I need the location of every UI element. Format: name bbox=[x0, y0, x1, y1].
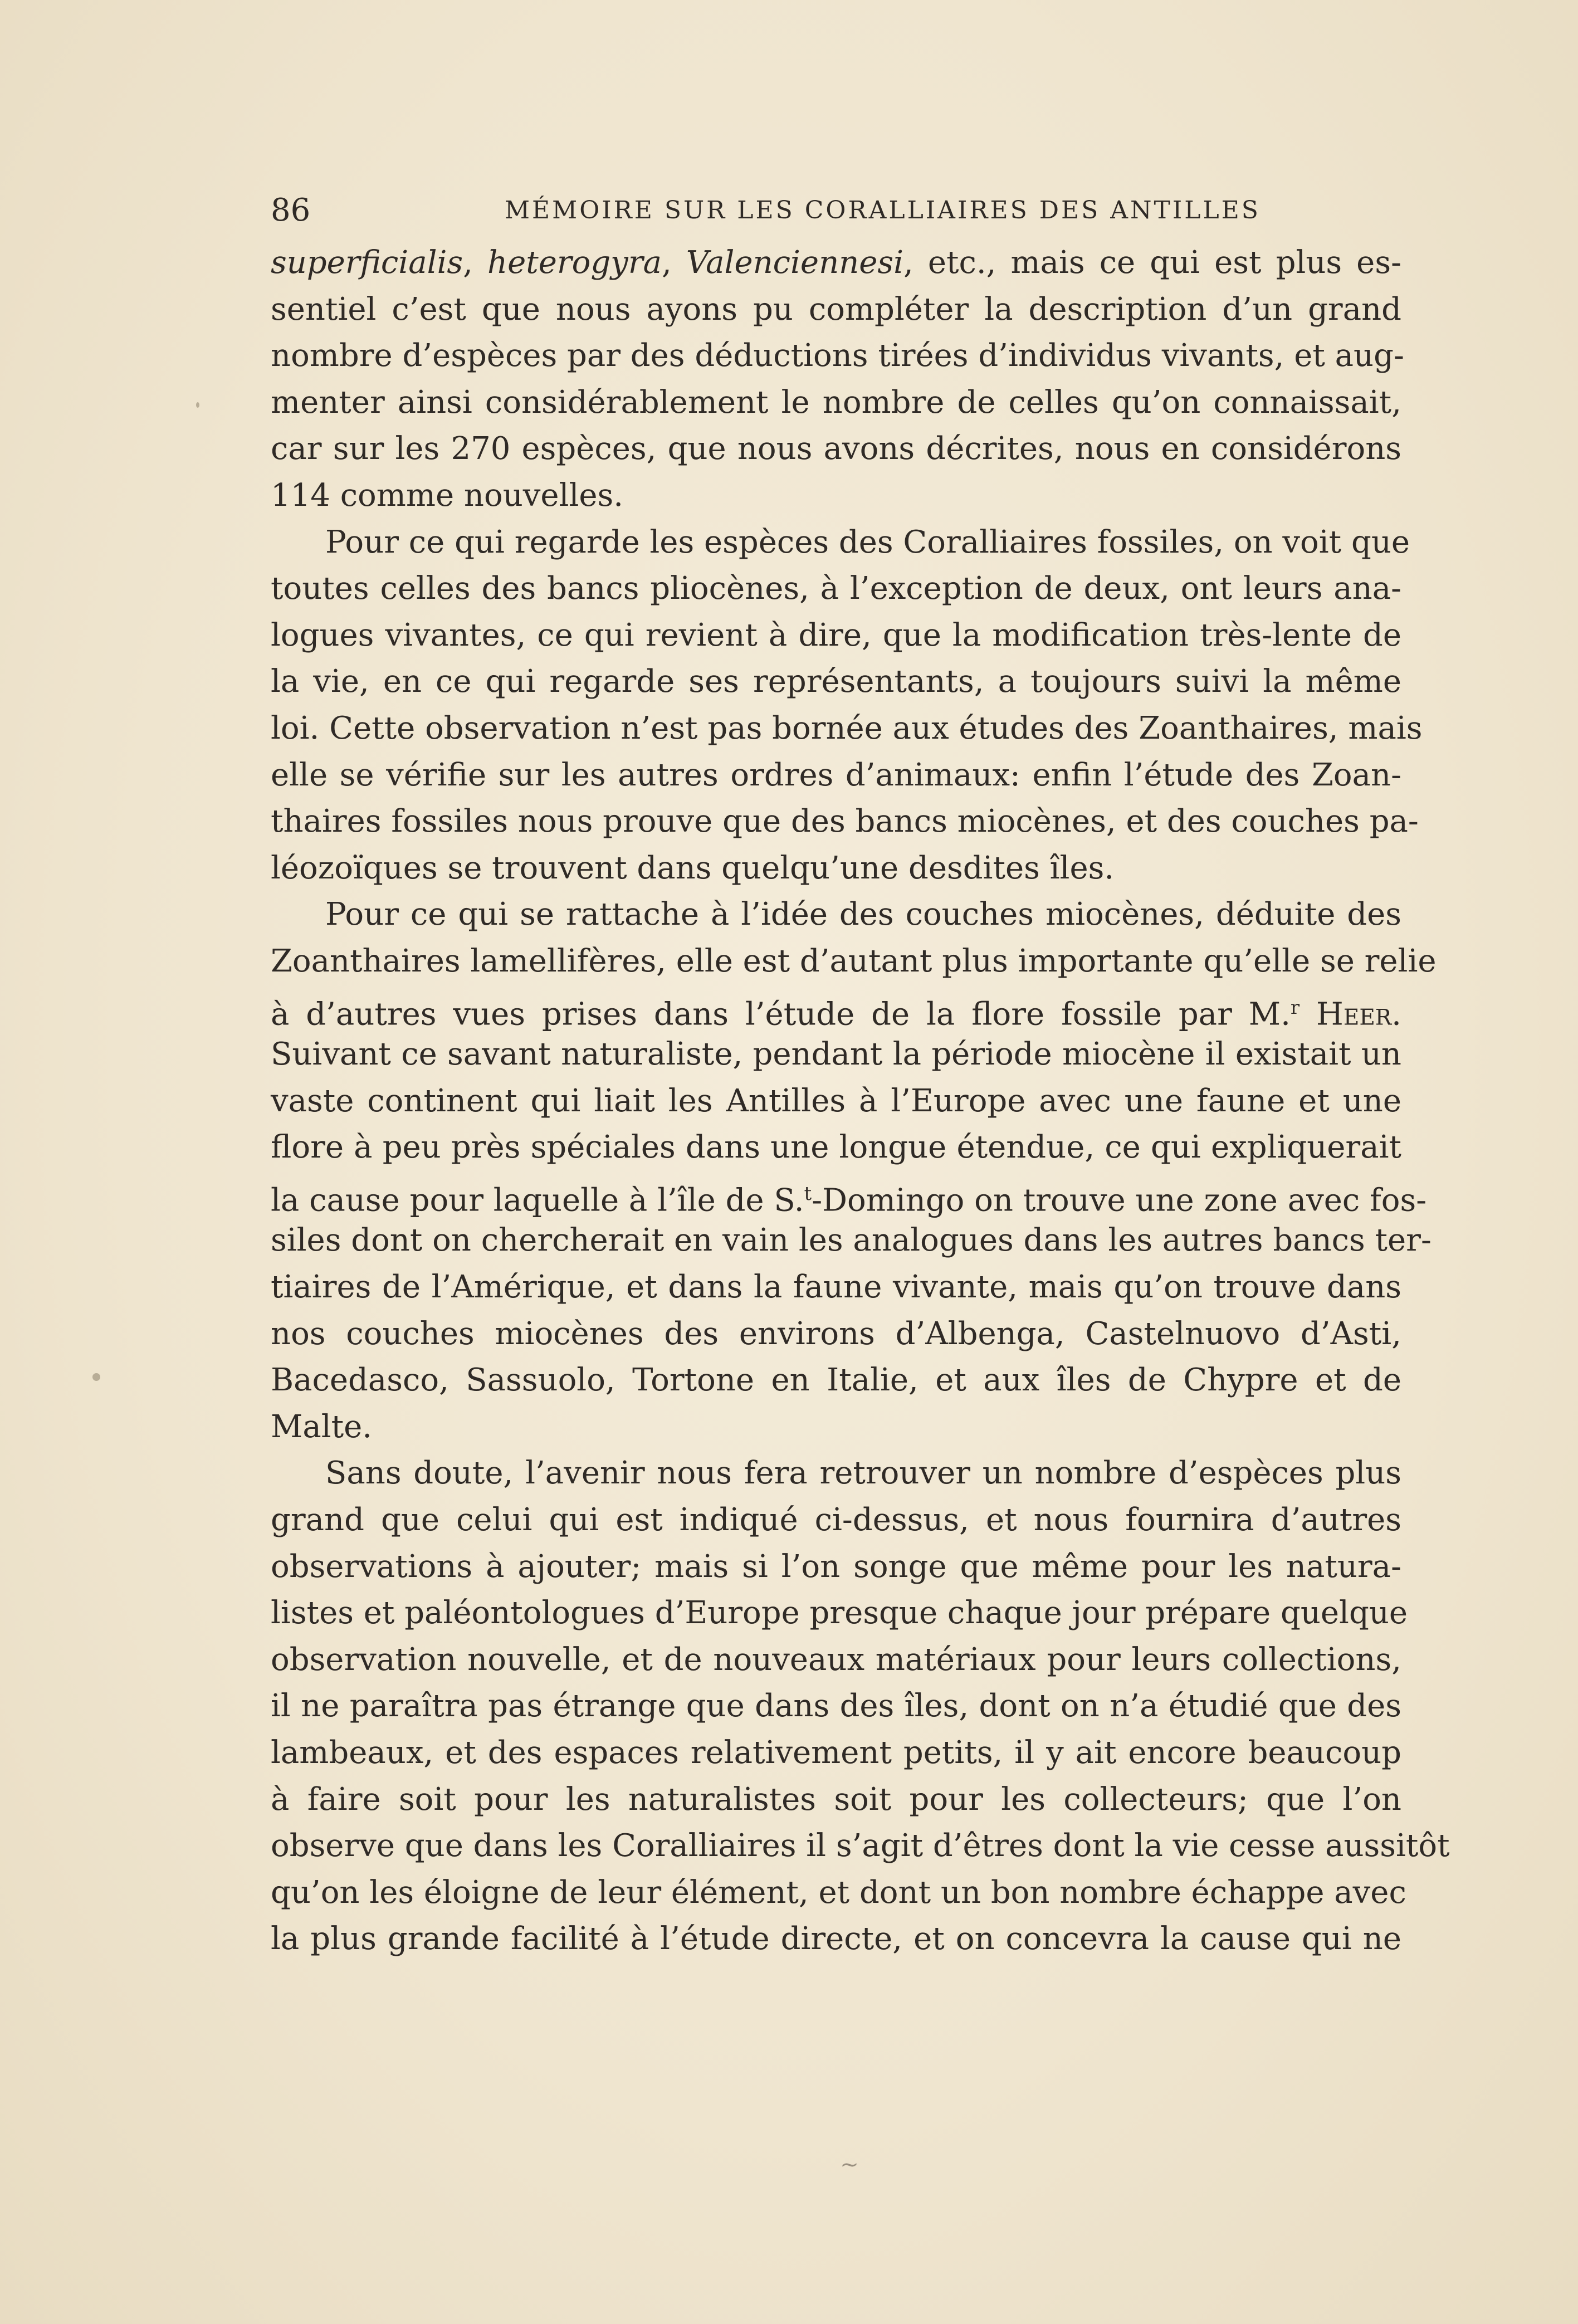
text-fragment: la cause pour laquelle à l’île de S. bbox=[271, 1182, 804, 1219]
species-name: superficialis bbox=[271, 245, 463, 281]
text-line: flore à peu près spéciales dans une longue étendue, ce qui expliquerait bbox=[271, 1129, 1401, 1166]
text-line: Bacedasco, Sassuolo, Tortone en Italie, et aux îles de Chypre et de bbox=[271, 1362, 1401, 1399]
text-line: nos couches miocènes des environs d’Albenga, Castelnuovo d’Asti, bbox=[271, 1315, 1401, 1352]
text-line: vaste continent qui liait les Antilles à l’Europe avec une faune et une bbox=[271, 1082, 1401, 1119]
text-line: observation nouvelle, et de nouveaux matériaux pour leurs collections, bbox=[271, 1641, 1401, 1678]
text-fragment: , bbox=[661, 245, 686, 281]
text-line bbox=[271, 1171, 1427, 1219]
body-text bbox=[271, 240, 1450, 1962]
text-line: il ne paraîtra pas étrange que dans des îles, dont on n’a étudié que des bbox=[271, 1688, 1401, 1725]
text-line: 114 comme nouvelles. bbox=[271, 477, 624, 514]
superscript: r bbox=[1290, 996, 1300, 1019]
text-line: la plus grande facilité à l’étude directe, et on concevra la cause qui ne bbox=[271, 1921, 1401, 1957]
text-line: Sans doute, l’avenir nous fera retrouver un nombre d’espèces plus bbox=[325, 1455, 1401, 1492]
text-line: logues vivantes, ce qui revient à dire, que la modification très-lente de bbox=[271, 617, 1401, 653]
paper-speck bbox=[92, 1373, 100, 1381]
text-line bbox=[271, 985, 1401, 1032]
author-name: Heer bbox=[1316, 996, 1392, 1033]
text-line: nombre d’espèces par des déductions tirées d’individus vivants, et aug- bbox=[271, 338, 1404, 374]
species-name: Valenciennesi bbox=[686, 245, 903, 281]
text-line: listes et paléontologues d’Europe presque chaque jour prépare quelque bbox=[271, 1595, 1408, 1632]
text-line: Zoanthaires lamellifères, elle est d’autant plus importante qu’elle se relie bbox=[271, 943, 1437, 979]
species-name: heterogyra bbox=[487, 245, 662, 281]
text-line: Malte. bbox=[271, 1408, 373, 1445]
paper-speck bbox=[196, 402, 199, 408]
text-line: tiaires de l’Amérique, et dans la faune vivante, mais qu’on trouve dans bbox=[271, 1269, 1401, 1306]
text-line: observe que dans les Coralliaires il s’agit d’êtres dont la vie cesse aussitôt bbox=[271, 1828, 1450, 1864]
text-line: grand que celui qui est indiqué ci-dessus, et nous fournira d’autres bbox=[271, 1502, 1401, 1539]
text-fragment: , bbox=[463, 245, 487, 281]
text-line: Pour ce qui regarde les espèces des Coralliaires fossiles, on voit que bbox=[325, 524, 1410, 560]
text-line: sentiel c’est que nous ayons pu compléter la description d’un grand bbox=[271, 291, 1401, 328]
page-header bbox=[271, 188, 1401, 233]
text-line: à faire soit pour les naturalistes soit pour les collecteurs; que l’on bbox=[271, 1781, 1401, 1818]
text-line: menter ainsi considérablement le nombre de celles qu’on connaissait, bbox=[271, 384, 1401, 421]
text-line bbox=[271, 240, 1401, 286]
text-line: qu’on les éloigne de leur élément, et dont un bon nombre échappe avec bbox=[271, 1874, 1406, 1911]
text-fragment: , etc., mais ce qui est plus es- bbox=[903, 245, 1401, 281]
text-line: lambeaux, et des espaces relativement petits, il y ait encore beaucoup bbox=[271, 1735, 1401, 1771]
text-line: loi. Cette observation n’est pas bornée aux études des Zoanthaires, mais bbox=[271, 710, 1423, 746]
text-line: observations à ajouter; mais si l’on songe que même pour les natura- bbox=[271, 1548, 1401, 1585]
text-line: Suivant ce savant naturaliste, pendant la période miocène il existait un bbox=[271, 1036, 1401, 1073]
text-line: car sur les 270 espèces, que nous avons décrites, nous en considérons bbox=[271, 431, 1401, 467]
running-head: MÉMOIRE SUR LES CORALLIAIRES DES ANTILLES bbox=[505, 196, 1261, 224]
text-fragment: . bbox=[1391, 996, 1401, 1033]
text-fragment: -Domingo on trouve une zone avec fos- bbox=[812, 1182, 1427, 1219]
page-number: 86 bbox=[271, 192, 311, 228]
text-fragment: à d’autres vues prises dans l’étude de la flore fossile par M. bbox=[271, 996, 1291, 1033]
text-line: thaires fossiles nous prouve que des bancs miocènes, et des couches pa- bbox=[271, 803, 1419, 840]
text-line: siles dont on chercherait en vain les analogues dans les autres bancs ter- bbox=[271, 1222, 1432, 1259]
footer-mark: ~ bbox=[840, 2152, 859, 2177]
superscript: t bbox=[804, 1182, 812, 1205]
text-line: elle se vérifie sur les autres ordres d’animaux: enfin l’étude des Zoan- bbox=[271, 756, 1401, 793]
text-line: la vie, en ce qui regarde ses représentants, a toujours suivi la même bbox=[271, 663, 1401, 700]
text-line: Pour ce qui se rattache à l’idée des couches miocènes, déduite des bbox=[325, 896, 1401, 933]
text-line: léozoïques se trouvent dans quelqu’une desdites îles. bbox=[271, 849, 1115, 886]
text-line: toutes celles des bancs pliocènes, à l’exception de deux, ont leurs ana- bbox=[271, 570, 1401, 607]
